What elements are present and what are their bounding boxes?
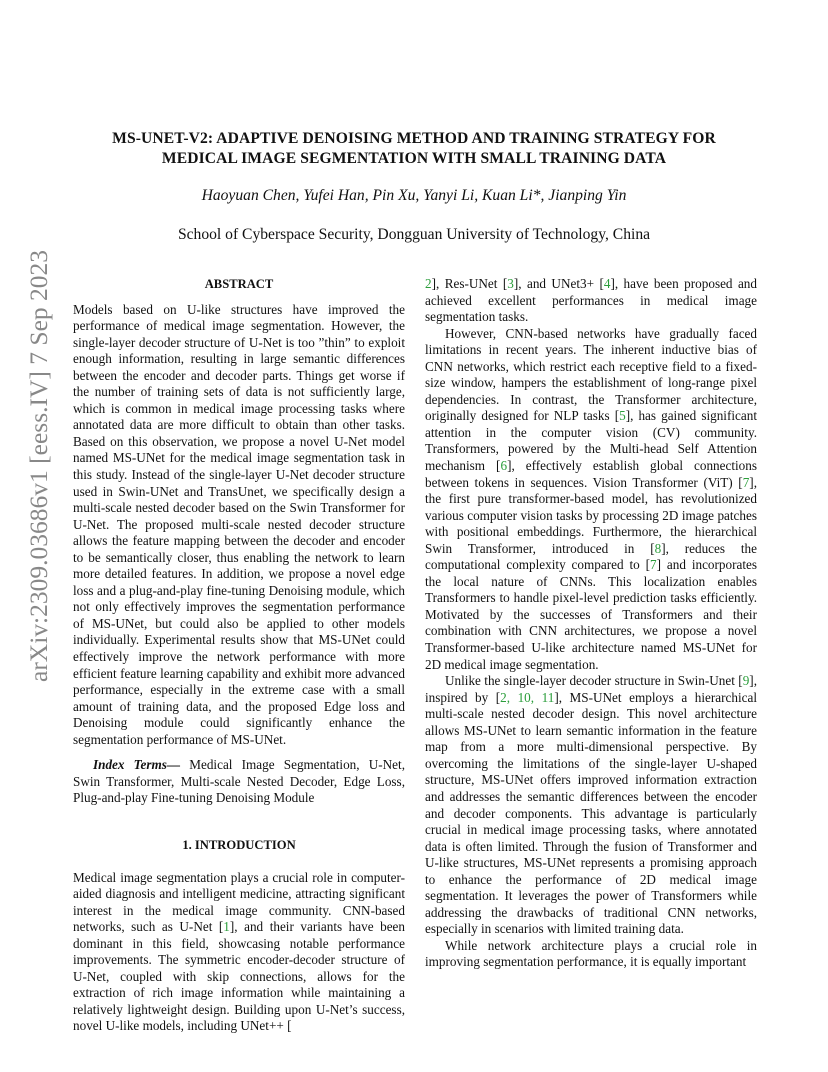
citation-link[interactable]: 3 [507, 276, 514, 291]
intro-p1-text-e: ], have been proposed and achieved excellent performances in medical image segmentation tasks. [425, 276, 757, 325]
left-column [73, 276, 405, 1035]
citation-link[interactable]: 6 [500, 458, 508, 474]
author-list: Haoyuan Chen, Yufei Han, Pin Xu, Yanyi Li, Kuan Li*, Jianping Yin [201, 187, 627, 204]
citation-link[interactable]: 2 [425, 276, 432, 291]
intro-p1-text-b: ], and their variants have been dominant in this field, showcasing notable performance improvements. The symmetric encoder-decoder structure of U-Net, coupled with skip connections, allows for the extraction of rich image information while maintaining a relatively lightweight design. Building upon U-Net’s success, novel U-like models, including UNet++ [ [73, 919, 405, 1034]
intro-paragraph-1-part-b [425, 276, 757, 326]
intro-p2-text-b: ], has gained significant attention in the computer vision (CV) community. Transformers, powered by the Multi-head Self Attention mechanism [ [425, 408, 757, 474]
intro-p1-text-c: ], Res-UNet [ [431, 276, 508, 291]
paper-title [70, 129, 758, 169]
intro-p2-text-e: ], reduces the computational complexity compared to [ [425, 540, 757, 573]
right-column [425, 276, 757, 971]
citation-link[interactable]: 1 [223, 919, 230, 935]
intro-p3-text-a: Unlike the single-layer decoder structure in Swin-Unet [ [445, 673, 743, 689]
intro-paragraph-1-part-a [73, 870, 405, 1035]
intro-paragraph-3 [425, 673, 757, 938]
intro-p3-text-b: ], inspired by [ [425, 673, 757, 705]
intro-p1-text-a: Medical image segmentation plays a crucial role in computer-aided diagnosis and intelligent medicine, attracting significant interest in the medical image community. CNN-based networks, such as U-Net [ [73, 869, 405, 935]
title-line-2: MEDICAL IMAGE SEGMENTATION WITH SMALL TRAINING DATA [161, 150, 667, 167]
abstract-body: Models based on U-like structures have improved the performance of medical image segmentation. However, the single-layer decoder structure of U-Net is too ”thin” to exploit enough information, resulting in large semantic differences between the encoder and decoder parts. Things get worse if the number of training sets of data is not sufficiently large, which is common in medical image processing tasks where annotated data are more difficult to obtain than other tasks. Based on this observation, we propose a novel U-Net model named MS-UNet for the medical image segmentation task in this study. Instead of the single-layer U-Net decoder structure used in Swin-UNet and TransUnet, we specifically design a multi-scale nested decoder based on the Swin Transformer for U-Net. The proposed multi-scale nested decoder structure allows the feature mapping between the decoder and encoder to be semantically closer, thus enabling the network to learn more detailed features. In addition, we propose a novel edge loss and a plug-and-play fine-tuning Denoising module, which not only effectively improves the segmentation performance of MS-UNet, but could also be applied to other models individually. Experimental results show that MS-UNet could effectively improve the network performance with more efficient feature learning capability and exhibit more advanced performance, especially in the extreme case with a small amount of training data, and the proposed Edge loss and Denoising module could significantly enhance the segmentation performance of MS-UNet. [73, 301, 405, 747]
intro-paragraph-4: While network architecture plays a crucial role in improving segmentation performance, it is equally important [425, 937, 757, 970]
intro-p2-text-a: However, CNN-based networks have gradually faced limitations in recent years. The inherent inductive bias of CNN networks, which restrict each receptive field to a fixed-size window, hampers the establishment of long-range pixel dependencies. In contrast, the Transformer architecture, originally designed for NLP tasks [ [425, 325, 757, 424]
citation-link[interactable]: 7 [650, 557, 657, 573]
citation-link[interactable]: 5 [619, 408, 626, 424]
abstract-heading: ABSTRACT [204, 277, 274, 291]
title-line-1: MS-UNET-V2: ADAPTIVE DENOISING METHOD AND TRAINING STRATEGY FOR [112, 130, 716, 147]
index-terms-label: Index Terms— [93, 757, 181, 773]
index-terms [73, 757, 405, 807]
citation-link[interactable]: 7 [742, 474, 750, 490]
citation-link[interactable]: 8 [654, 540, 662, 556]
intro-p2-text-f: ] and incorporates the local nature of CNNs. This localization enables Transformers to handle pixel-level prediction tasks efficiently. Motivated by the successes of Transformers and their combination with CNN architectures, we propose a novel Transformer-based U-like architecture named MS-UNet for 2D medical image segmentation. [425, 557, 757, 672]
intro-p1-text-d: ], and UNet3+ [ [513, 276, 604, 291]
index-terms-text: Medical Image Segmentation, U-Net, Swin Transformer, Multi-scale Nested Decoder, Edge Loss, Plug-and-play Fine-tuning Denoising Module [73, 757, 405, 806]
citation-link[interactable]: 2, 10, 11 [500, 689, 555, 705]
introduction-heading: 1. INTRODUCTION [182, 837, 296, 852]
intro-p3-text-c: ], MS-UNet employs a hierarchical multi-scale nested decoder design. This novel architecture allows MS-UNet to learn semantic information in the feature map from a more multi-dimensional perspective. By overcoming the limitations of the single-layer U-shaped structure, MS-UNet offers improved information extraction and addresses the semantic differences between the encoder and decoder components. This advantage is particularly crucial in medical image processing tasks, where annotated data is often limited. Through the fusion of Transformer and U-like structures, MS-UNet represents a promising approach to enhance the performance of 2D medical image segmentation. It leverages the power of Transformers while addressing the drawbacks of traditional CNN networks, especially in scenarios with limited training data. [425, 689, 757, 937]
citation-link[interactable]: 9 [742, 673, 750, 689]
affiliation: School of Cyberspace Security, Dongguan University of Technology, China [177, 226, 651, 243]
intro-paragraph-2 [425, 326, 757, 673]
intro-p2-text-c: ], effectively establish global connections between tokens in sequences. Vision Transformer (ViT) [ [425, 458, 758, 490]
arxiv-identifier: arXiv:2309.03686v1 [eess.IV] 7 Sep 2023 [24, 249, 53, 682]
citation-link[interactable]: 4 [603, 276, 611, 291]
intro-p2-text-d: ], the first pure transformer-based model, has revolutionized various computer vision tasks by processing 2D image patches with positional embeddings. Furthermore, the hierarchical Swin Transformer, introduced in [ [425, 474, 757, 556]
